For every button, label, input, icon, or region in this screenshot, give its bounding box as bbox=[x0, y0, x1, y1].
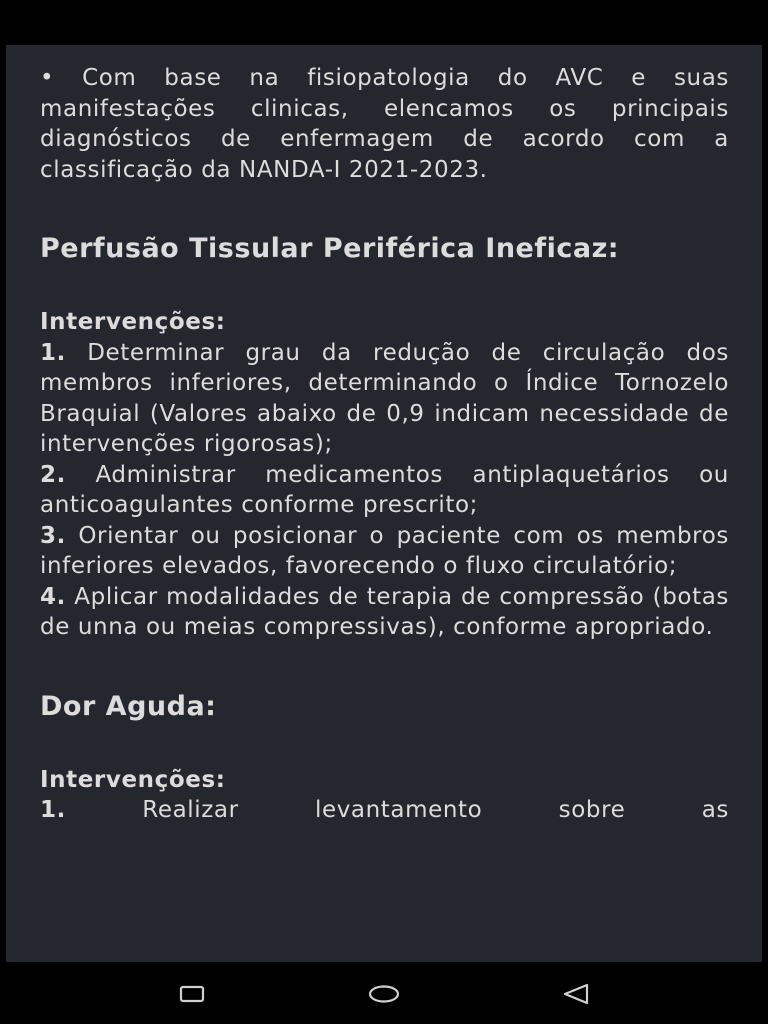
document-page[interactable] bbox=[6, 45, 762, 962]
item-text: Realizar levantamento sobre as bbox=[142, 797, 729, 823]
home-icon bbox=[367, 984, 401, 1004]
list-item bbox=[40, 795, 729, 826]
item-number: 1. bbox=[40, 339, 66, 366]
interventions-label: Intervenções: bbox=[40, 766, 226, 793]
item-text: Determinar grau da redução de circulação dos membros inferiores, determinando o Índice Tornozelo Braquial (Valores abaixo de 0,9 indicam necessidade de intervenções rigorosas); bbox=[40, 339, 729, 457]
list-item bbox=[40, 582, 729, 643]
intro-paragraph: • Com base na fisiopatologia do AVC e suas manifestações clinicas, elencamos os principais diagnósticos de enfermagem de acordo com a classificação da NANDA-I 2021-2023. bbox=[40, 65, 729, 183]
home-button[interactable] bbox=[364, 980, 404, 1008]
document-content bbox=[40, 63, 729, 826]
item-number: 4. bbox=[40, 583, 66, 610]
list-item bbox=[40, 460, 729, 521]
item-number: 3. bbox=[40, 522, 66, 549]
item-text: Aplicar modalidades de terapia de compressão (botas de unna ou meias compressivas), conforme apropriado. bbox=[40, 583, 729, 640]
back-icon bbox=[561, 983, 591, 1005]
status-bar bbox=[0, 0, 768, 45]
list-item bbox=[40, 338, 729, 460]
section-title-dor-aguda: Dor Aguda: bbox=[40, 690, 217, 722]
recent-apps-button[interactable] bbox=[172, 980, 212, 1008]
interventions-label: Intervenções: bbox=[40, 309, 226, 335]
item-number: 1. bbox=[40, 797, 66, 823]
recent-apps-icon bbox=[178, 984, 206, 1004]
spacer bbox=[40, 643, 729, 689]
item-number: 2. bbox=[40, 461, 66, 488]
navigation-bar bbox=[0, 962, 768, 1024]
item-text: Orientar ou posicionar o paciente com os membros inferiores elevados, favorecendo o fluxo circulatório; bbox=[40, 522, 729, 579]
item-text: Administrar medicamentos antiplaquetários ou anticoagulantes conforme prescrito; bbox=[40, 461, 729, 518]
list-item bbox=[40, 521, 729, 582]
section-title-perfusao: Perfusão Tissular Periférica Ineficaz: bbox=[40, 233, 620, 264]
back-button[interactable] bbox=[556, 980, 596, 1008]
